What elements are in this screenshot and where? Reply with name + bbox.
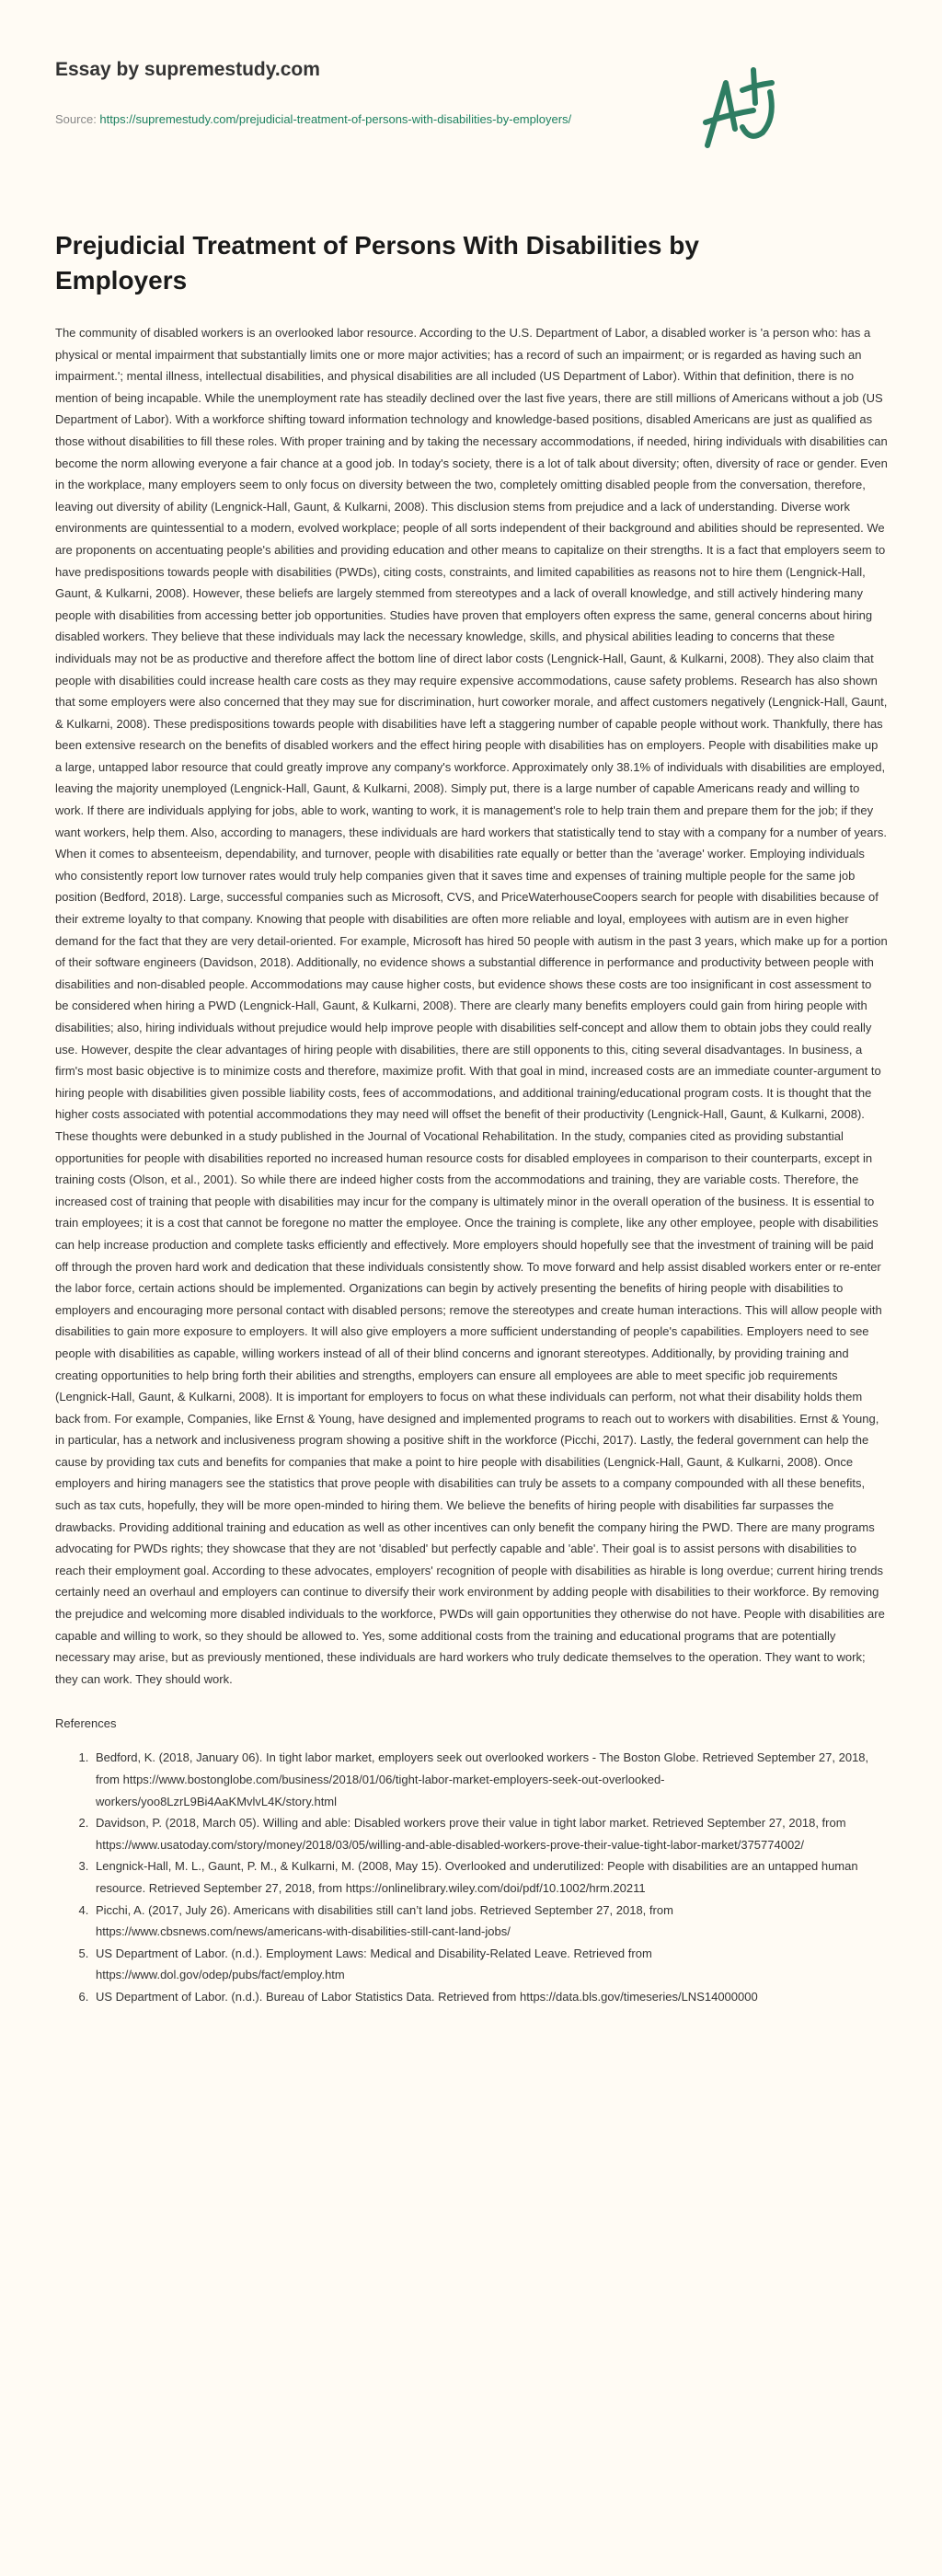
a-plus-grade-icon: [698, 63, 790, 150]
site-title: Essay by supremestudy.com: [55, 59, 320, 80]
reference-item: 4. Picchi, A. (2017, July 26). Americans with disabilities still can’t land jobs. Retrieved September 27, 2018, from https://www.cbsnews.com/news/americans-with-disabilities-still-cant-land-jobs/: [92, 1900, 888, 1943]
reference-item: 2. Davidson, P. (2018, March 05). Willing and able: Disabled workers prove their value in tight labor market. Retrieved September 27, 2018, from https://www.usatoday.com/story/money/2018/03/05/willing-and-able-disabled-workers-prove-their-value-tight-labor-market/375774002/: [92, 1812, 888, 1855]
references-heading: References: [55, 1716, 117, 1731]
reference-item: 6. US Department of Labor. (n.d.). Bureau of Labor Statistics Data. Retrieved from https://data.bls.gov/timeseries/LNS14000000: [92, 1986, 888, 2008]
essay-body: The community of disabled workers is an overlooked labor resource. According to the U.S. Department of Labor, a disabled worker is 'a person who: has a physical or mental impairment that substantially limits one or more major activities; has a record of such an impairment; or is regarded as having such an impairment.'; mental illness, intellectual disabilities, and physical disabilities are all included (US Department of Labor). Within that definition, there is no mention of being incapable. While the unemployment rate has steadily declined over the last five years, there are still millions of Americans without a job (US Department of Labor). With a workforce shifting toward information technology and knowledge-based positions, disabled Americans are just as qualified as those without disabilities to fill these roles. With proper training and by taking the necessary accommodations, if needed, hiring individuals with disabilities can become the norm allowing everyone a fair chance at a good job. In today's society, there is a lot of talk about diversity; often, diversity of race or gender. Even in the workplace, many employers seem to only focus on diversity between the two, completely omitting disabled people from the conversation, therefore, leaving out diversity of ability (Lengnick-Hall, Gaunt, & Kulkarni, 2008). This disclusion stems from prejudice and a lack of understanding. Diverse work environments are quintessential to a modern, evolved workplace; people of all sorts independent of their background and abilities should be represented. We are proponents on accentuating people's abilities and providing education and other means to capitalize on their strengths. It is a fact that employers seem to have predispositions towards people with disabilities (PWDs), citing costs, constraints, and limited capabilities as reasons not to hire them (Lengnick-Hall, Gaunt, & Kulkarni, 2008). However, these beliefs are largely stemmed from stereotypes and a lack of overall knowledge, and still actively hindering many people with disabilities from accessing better job opportunities. Studies have proven that employers often express the same, general concerns about hiring disabled workers. They believe that these individuals may lack the necessary knowledge, skills, and physical abilities leading to concerns that these individuals may not be as productive and therefore affect the bottom line of direct labor costs (Lengnick-Hall, Gaunt, & Kulkarni, 2008). They also claim that people with disabilities could increase health care costs as they may require expensive accommodations, cause safety problems. Research has also shown that some employers were also concerned that they may sue for discrimination, hurt coworker morale, and affect customers negatively (Lengnick-Hall, Gaunt, & Kulkarni, 2008). These predispositions towards people with disabilities have left a staggering number of capable people without work. Thankfully, there has been extensive research on the benefits of disabled workers and the effect hiring people with disabilities has on employers. People with disabilities make up a large, untapped labor resource that could greatly improve any company's workforce. Approximately only 38.1% of individuals with disabilities are employed, leaving the majority unemployed (Lengnick-Hall, Gaunt, & Kulkarni, 2008). Simply put, there is a large number of capable Americans ready and willing to work. If there are individuals applying for jobs, able to work, wanting to work, it is management's role to help train them and prepare them for the job; if they want workers, help them. Also, according to managers, these individuals are hard workers that statistically tend to stay with a company for a number of years. When it comes to absenteeism, dependability, and turnover, people with disabilities rate equally or better than the 'average' worker. Employing individuals who consistently report low turnover rates would truly help companies given that it saves time and expenses of training multiple people for the same job position (Bedford, 2018). Large, successful companies such as Microsoft, CVS, and PriceWaterhouseCoopers search for people with disabilities because of their extreme loyalty to that company. Knowing that people with disabilities are often more reliable and loyal, employees with autism are in even higher demand for the fact that they are very detail-oriented. For example, Microsoft has hired 50 people with autism in the past 3 years, which make up for a portion of their software engineers (Davidson, 2018). Additionally, no evidence shows a substantial difference in performance and productivity between people with disabilities and non-disabled people. Accommodations may cause higher costs, but evidence shows these costs are too insignificant in cost assessment to be considered when hiring a PWD (Lengnick-Hall, Gaunt, & Kulkarni, 2008). There are clearly many benefits employers could gain from hiring people with disabilities; also, hiring individuals without prejudice would help improve people with disabilities self-concept and allow them to obtain jobs they could really use. However, despite the clear advantages of hiring people with disabilities, there are still opponents to this, citing several disadvantages. In business, a firm's most basic objective is to minimize costs and therefore, maximize profit. With that goal in mind, increased costs are an immediate counter-argument to hiring people with disabilities given possible liability costs, fees of accommodations, and additional training/educational program costs. It is thought that the higher costs associated with potential accommodations they may need will offset the benefit of their productivity (Lengnick-Hall, Gaunt, & Kulkarni, 2008). These thoughts were debunked in a study published in the Journal of Vocational Rehabilitation. In the study, companies cited as providing substantial opportunities for people with disabilities reported no increased human resource costs for disabled employees in comparison to their counterparts, except in training costs (Olson, et al., 2001). So while there are indeed higher costs from the accommodations and training, they are variable costs. Therefore, the increased cost of training that people with disabilities may incur for the company is ultimately minor in the overall operation of the business. It is essential to train employees; it is a cost that cannot be foregone no matter the employee. Once the training is complete, like any other employee, people with disabilities can help increase production and complete tasks efficiently and effectively. More employers should hopefully see that the investment of training will be paid off through the proven hard work and dedication that these individuals consistently show. To move forward and help assist disabled workers enter or re-enter the labor force, certain actions should be implemented. Organizations can begin by actively presenting the benefits of hiring people with disabilities to employers and encouraging more personal contact with disabled persons; remove the stereotypes and create human interactions. This will allow people with disabilities to gain more exposure to employers. It will also give employers a more sufficient understanding of people's capabilities. Employers need to see people with disabilities as capable, willing workers instead of all of their blind concerns and ignorant stereotypes. Additionally, by providing training and creating opportunities to help bring forth their abilities and strengths, employers can ensure all employees are able to meet specific job requirements (Lengnick-Hall, Gaunt, & Kulkarni, 2008). It is important for employers to focus on what these individuals can perform, not what their disability holds them back from. For example, Companies, like Ernst & Young, have designed and implemented programs to reach out to workers with disabilities. Ernst & Young, in particular, has a network and inclusiveness program showing a positive shift in the workforce (Picchi, 2017). Lastly, the federal government can help the cause by providing tax cuts and benefits for companies that make a point to hire people with disabilities (Lengnick-Hall, Gaunt, & Kulkarni, 2008). Once employers and hiring managers see the statistics that prove people with disabilities can truly be assets to a company compounded with all these benefits, such as tax cuts, hopefully, they will be more open-minded to hiring them. We believe the benefits of hiring people with disabilities far surpasses the drawbacks. Providing additional training and education as well as other incentives can only benefit the company hiring the PWD. There are many programs advocating for PWDs rights; they showcase that they are not 'disabled' but perfectly capable and 'able'. Their goal is to assist persons with disabilities to reach their employment goal. According to these advocates, employers' recognition of people with disabilities as hirable is long overdue; current hiring trends certainly need an overhaul and employers can continue to diversify their work environment by adding people with disabilities to their workforce. By removing the prejudice and welcoming more disabled individuals to the workforce, PWDs will gain opportunities they otherwise do not have. People with disabilities are capable and willing to work, so they should be allowed to. Yes, some additional costs from the training and educational programs that are potentially necessary may arise, but as previously mentioned, these individuals are hard workers who truly dedicate themselves to the operation. They want to work; they can work. They should work.: [55, 326, 888, 1686]
page-header: [55, 0, 887, 166]
reference-item: 1. Bedford, K. (2018, January 06). In tight labor market, employers seek out overlooked workers - The Boston Globe. Retrieved September 27, 2018, from https://www.bostonglobe.com/business/2018/01/06/tight-labor-market-employers-seek-out-overlooked-workers/yoo8LzrL9Bi4AaKMvlvL4K/story.html: [92, 1747, 888, 1812]
reference-item: 5. US Department of Labor. (n.d.). Employment Laws: Medical and Disability-Related Leave. Retrieved from https://www.dol.gov/odep/pubs/fact/employ.htm: [92, 1943, 888, 1986]
essay-title: Prejudicial Treatment of Persons With Disabilities by Employers: [55, 231, 699, 295]
references-list: [55, 1747, 888, 2007]
source-label: Source:: [55, 112, 100, 126]
reference-item: 3. Lengnick-Hall, M. L., Gaunt, P. M., & Kulkarni, M. (2008, May 15). Overlooked and underutilized: People with disabilities are an untapped human resource. Retrieved September 27, 2018, from https://onlinelibrary.wiley.com/doi/pdf/10.1002/hrm.20211: [92, 1855, 888, 1899]
source-line: [55, 109, 644, 131]
source-link[interactable]: https://supremestudy.com/prejudicial-treatment-of-persons-with-disabilities-by-employers/: [99, 112, 572, 126]
